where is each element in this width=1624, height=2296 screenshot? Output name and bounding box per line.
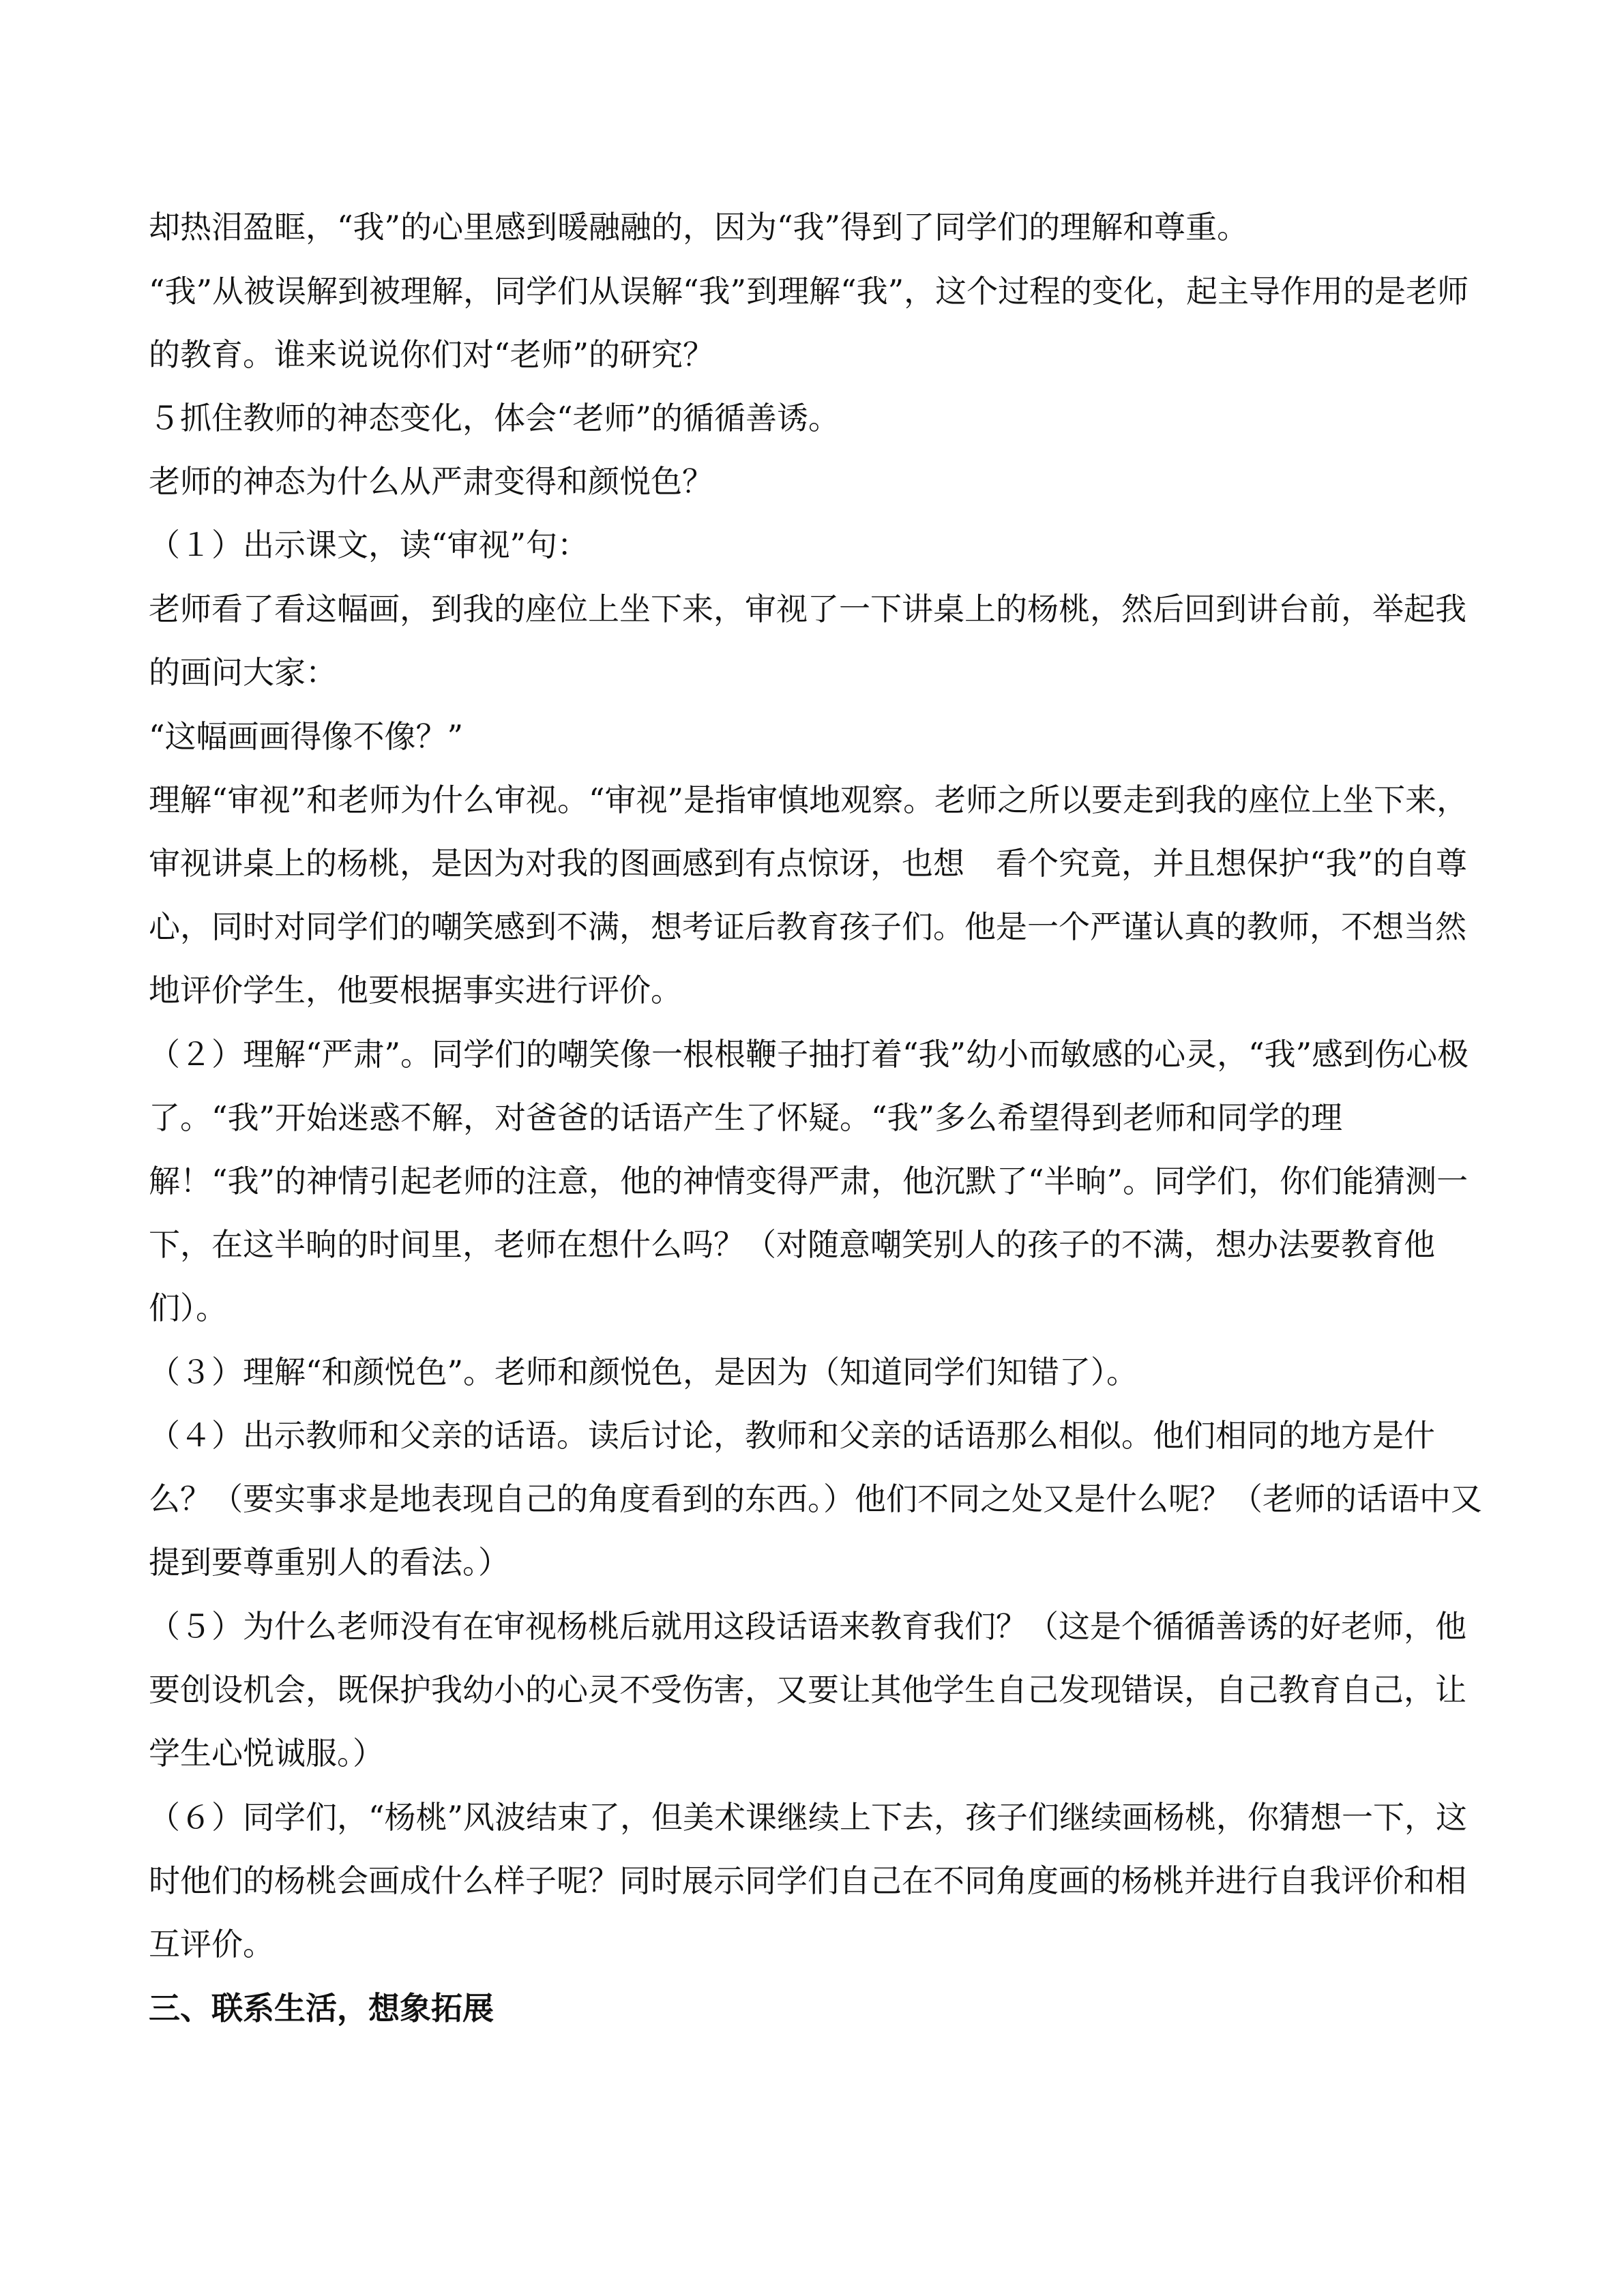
paragraph-10: （３）理解“和颜悦色”。老师和颜悦色，是因为（知道同学们知错了）。 [149, 1354, 1138, 1390]
paragraph-1: 却热泪盈眶，“我”的心里感到暖融融的，因为“我”得到了同学们的理解和尊重。 [149, 209, 1249, 245]
section-heading: 三、联系生活，想象拓展 [149, 1990, 494, 2027]
paragraph-13: （６）同学们，“杨桃”风波结束了，但美术课继续上下去，孩子们继续画杨桃，你猜想一下，这时他们的杨桃会画成什么样子呢？同时展示同学们自己在不同角度画的杨桃并进行自我评价和相互评价。 [149, 1799, 1468, 1963]
paragraph-11: （４）出示教师和父亲的话语。读后讨论，教师和父亲的话语那么相似。他们相同的地方是什么？（要实事求是地表现自己的角度看到的东西。）他们不同之处又是什么呢？（老师的话语中又提到要尊重别人的看法。） [149, 1417, 1482, 1581]
paragraph-2: “我”从被误解到被理解，同学们从误解“我”到理解“我”，这个过程的变化，起主导作用的是老师的教育。谁来说说你们对“老师”的研究？ [149, 273, 1469, 373]
paragraph-9: （２）理解“严肃”。同学们的嘲笑像一根根鞭子抽打着“我”幼小而敏感的心灵，“我”感到伤心极了。“我”开始迷惑不解，对爸爸的话语产生了怀疑。“我”多么希望得到老师和同学的理解！“我”的神情引起老师的注意，他的神情变得严肃，他沉默了“半晌”。同学们，你们能猜测一下，在这半晌的时间里，老师在想什么吗？（对随意嘲笑别人的孩子的不满，想办法要教育他们）。 [149, 1036, 1469, 1326]
paragraph-4: 老师的神态为什么从严肃变得和颜悦色？ [149, 463, 713, 500]
paragraph-5: （１）出示课文，读“审视”句： [149, 526, 589, 563]
paragraph-6: 老师看了看这幅画，到我的座位上坐下来，审视了一下讲桌上的杨桃，然后回到讲台前，举起我的画问大家： [149, 591, 1466, 691]
paragraph-8: 理解“审视”和老师为什么审视。“审视”是指审慎地观察。老师之所以要走到我的座位上坐下来，审视讲桌上的杨桃，是因为对我的图画感到有点惊讶，也想 看个究竟，并且想保护“我”的自尊心，同时对同学们的嘲笑感到不满，想考证后教育孩子们。他是一个严谨认真的教师，不想当然地评价学生，他要根据事实进行评价。 [149, 781, 1468, 1009]
paragraph-7: “这幅画画得像不像？” [149, 718, 464, 755]
paragraph-12: （５）为什么老师没有在审视杨桃后就用这段话语来教育我们？（这是个循循善诱的好老师，他要创设机会，既保护我幼小的心灵不受伤害，又要让其他学生自己发现错误，自己教育自己，让学生心悦诚服。） [149, 1608, 1466, 1772]
paragraph-3: ５抓住教师的神态变化，体会“老师”的循循善诱。 [149, 400, 840, 436]
